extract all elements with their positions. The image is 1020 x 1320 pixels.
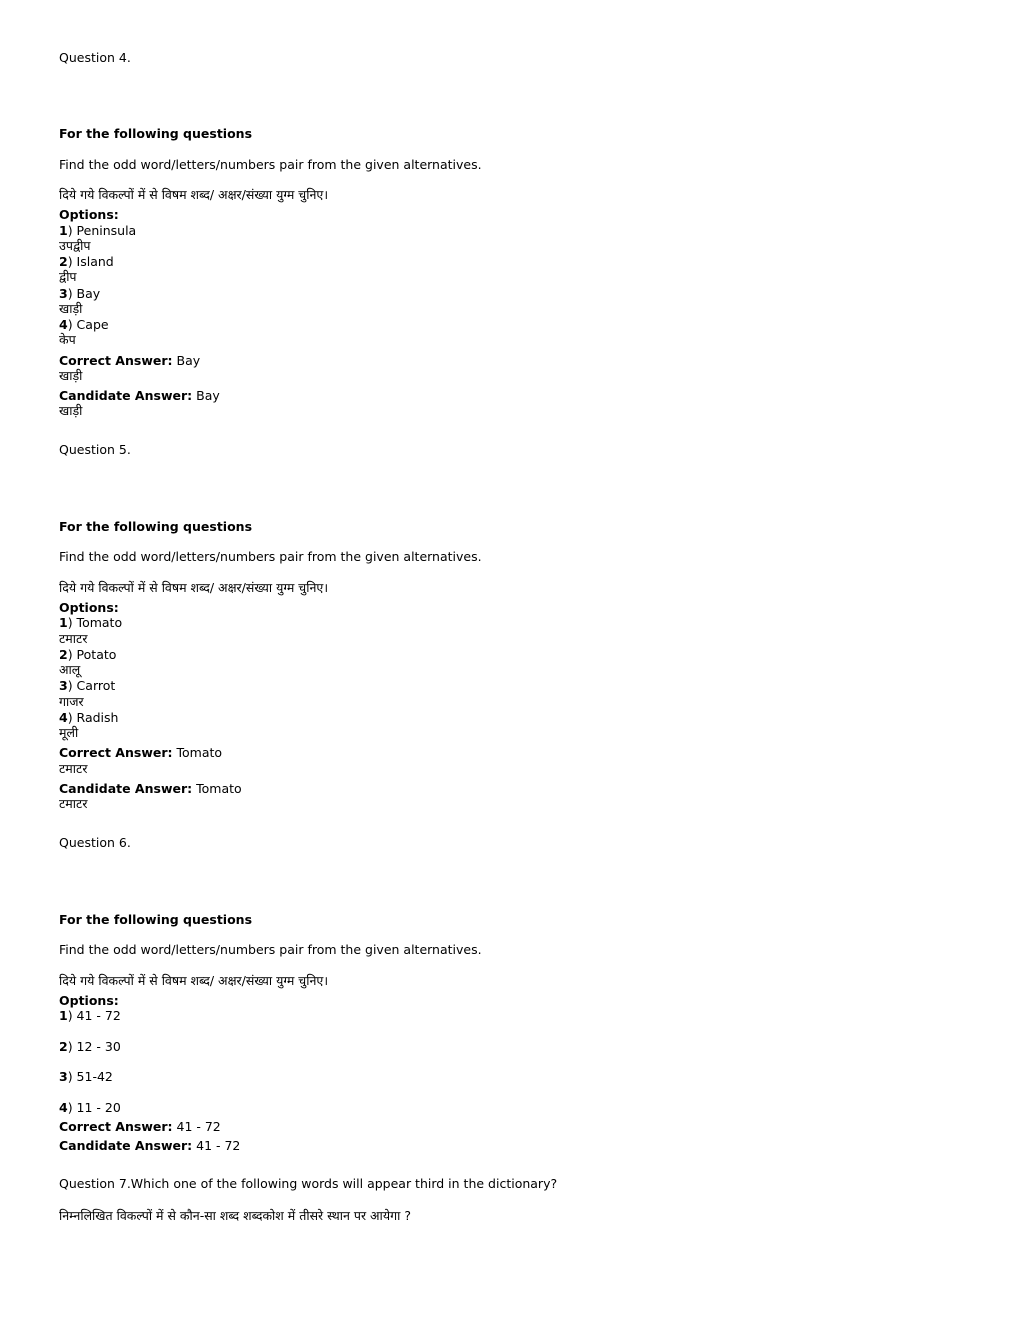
question-5-option-3 bbox=[59, 678, 115, 694]
question-7-title: Question 7.Which one of the following words will appear third in the dictionary? bbox=[59, 1176, 558, 1191]
option-number: 3 bbox=[59, 678, 68, 693]
question-5-section-heading: For the following questions bbox=[59, 519, 253, 534]
question-4-correct-answer-hi: खाड़ी bbox=[59, 368, 83, 383]
question-5-option-2 bbox=[59, 647, 116, 663]
question-5-instruction-hi: दिये गये विकल्पों में से विषम शब्द/ अक्षर/संख्या युग्म चुनिए। bbox=[59, 580, 329, 595]
question-4-instruction-en: Find the odd word/letters/numbers pair from the given alternatives. bbox=[59, 157, 482, 172]
question-5-option-4 bbox=[59, 710, 118, 726]
candidate-answer-label: Candidate Answer: bbox=[59, 388, 193, 403]
correct-answer-label: Correct Answer: bbox=[59, 1119, 173, 1134]
candidate-answer-value: Bay bbox=[192, 388, 220, 403]
question-4-option-1-hi: उपद्वीप bbox=[59, 238, 91, 253]
option-number: 2 bbox=[59, 647, 68, 662]
question-4-candidate-answer-hi: खाड़ी bbox=[59, 403, 83, 418]
option-number: 1 bbox=[59, 615, 68, 630]
question-5-options-label: Options: bbox=[59, 600, 119, 615]
question-4-instruction-hi: दिये गये विकल्पों में से विषम शब्द/ अक्षर/संख्या युग्म चुनिए। bbox=[59, 187, 329, 202]
candidate-answer-value: Tomato bbox=[192, 781, 242, 796]
option-number: 3 bbox=[59, 1069, 68, 1084]
option-text: ) Cape bbox=[67, 317, 109, 332]
question-5-option-3-hi: गाजर bbox=[59, 694, 84, 709]
correct-answer-value: Bay bbox=[172, 353, 201, 368]
question-5-option-4-hi: मूली bbox=[59, 725, 79, 740]
question-4-option-2-hi: द्वीप bbox=[59, 269, 77, 284]
question-5-candidate-answer-hi: टमाटर bbox=[59, 796, 88, 811]
correct-answer-label: Correct Answer: bbox=[59, 745, 173, 760]
question-4-option-4 bbox=[59, 317, 109, 333]
option-text: ) Carrot bbox=[67, 678, 116, 693]
option-number: 4 bbox=[59, 1100, 68, 1115]
question-6-instruction-en: Find the odd word/letters/numbers pair from the given alternatives. bbox=[59, 942, 482, 957]
option-text: ) Potato bbox=[67, 647, 117, 662]
option-text: ) 12 - 30 bbox=[67, 1039, 121, 1054]
question-4-title: Question 4. bbox=[59, 50, 131, 65]
question-6-instruction-hi: दिये गये विकल्पों में से विषम शब्द/ अक्षर/संख्या युग्म चुनिए। bbox=[59, 973, 329, 988]
question-4-correct-answer bbox=[59, 353, 200, 369]
option-text: ) Tomato bbox=[67, 615, 123, 630]
question-6-title: Question 6. bbox=[59, 835, 131, 850]
correct-answer-label: Correct Answer: bbox=[59, 353, 173, 368]
question-4-option-2 bbox=[59, 254, 114, 270]
question-6-correct-answer bbox=[59, 1119, 221, 1135]
question-6-option-3 bbox=[59, 1069, 113, 1085]
option-number: 2 bbox=[59, 1039, 68, 1054]
option-number: 1 bbox=[59, 223, 68, 238]
question-5-instruction-en: Find the odd word/letters/numbers pair from the given alternatives. bbox=[59, 549, 482, 564]
question-4-option-3 bbox=[59, 286, 100, 302]
question-5-title: Question 5. bbox=[59, 442, 131, 457]
question-6-option-1 bbox=[59, 1008, 121, 1024]
option-number: 2 bbox=[59, 254, 68, 269]
question-6-candidate-answer bbox=[59, 1138, 240, 1154]
question-4-candidate-answer bbox=[59, 388, 220, 404]
question-4-options-label: Options: bbox=[59, 207, 119, 222]
question-4-option-1 bbox=[59, 223, 136, 239]
question-4-section-heading: For the following questions bbox=[59, 126, 253, 141]
question-4-option-4-hi: केप bbox=[59, 332, 76, 347]
option-number: 3 bbox=[59, 286, 68, 301]
option-text: ) Peninsula bbox=[67, 223, 137, 238]
question-6-options-label: Options: bbox=[59, 993, 119, 1008]
question-5-option-1 bbox=[59, 615, 122, 631]
option-number: 1 bbox=[59, 1008, 68, 1023]
question-4-option-3-hi: खाड़ी bbox=[59, 301, 83, 316]
question-7-instruction-hi: निम्नलिखित विकल्पों में से कौन-सा शब्द शब्दकोश में तीसरे स्थान पर आयेगा ? bbox=[59, 1208, 411, 1223]
option-text: ) Radish bbox=[67, 710, 119, 725]
option-text: ) Island bbox=[67, 254, 114, 269]
candidate-answer-label: Candidate Answer: bbox=[59, 1138, 193, 1153]
option-text: ) 11 - 20 bbox=[67, 1100, 121, 1115]
correct-answer-value: 41 - 72 bbox=[172, 1119, 221, 1134]
question-5-correct-answer-hi: टमाटर bbox=[59, 761, 88, 776]
question-5-correct-answer bbox=[59, 745, 222, 761]
correct-answer-value: Tomato bbox=[172, 745, 223, 760]
option-number: 4 bbox=[59, 317, 68, 332]
question-5-option-1-hi: टमाटर bbox=[59, 631, 88, 646]
candidate-answer-value: 41 - 72 bbox=[192, 1138, 241, 1153]
question-6-option-2 bbox=[59, 1039, 121, 1055]
option-number: 4 bbox=[59, 710, 68, 725]
question-6-section-heading: For the following questions bbox=[59, 912, 253, 927]
option-text: ) Bay bbox=[67, 286, 101, 301]
option-text: ) 41 - 72 bbox=[67, 1008, 121, 1023]
option-text: ) 51-42 bbox=[67, 1069, 113, 1084]
question-5-candidate-answer bbox=[59, 781, 242, 797]
question-6-option-4 bbox=[59, 1100, 121, 1116]
candidate-answer-label: Candidate Answer: bbox=[59, 781, 193, 796]
question-5-option-2-hi: आलू bbox=[59, 662, 81, 677]
